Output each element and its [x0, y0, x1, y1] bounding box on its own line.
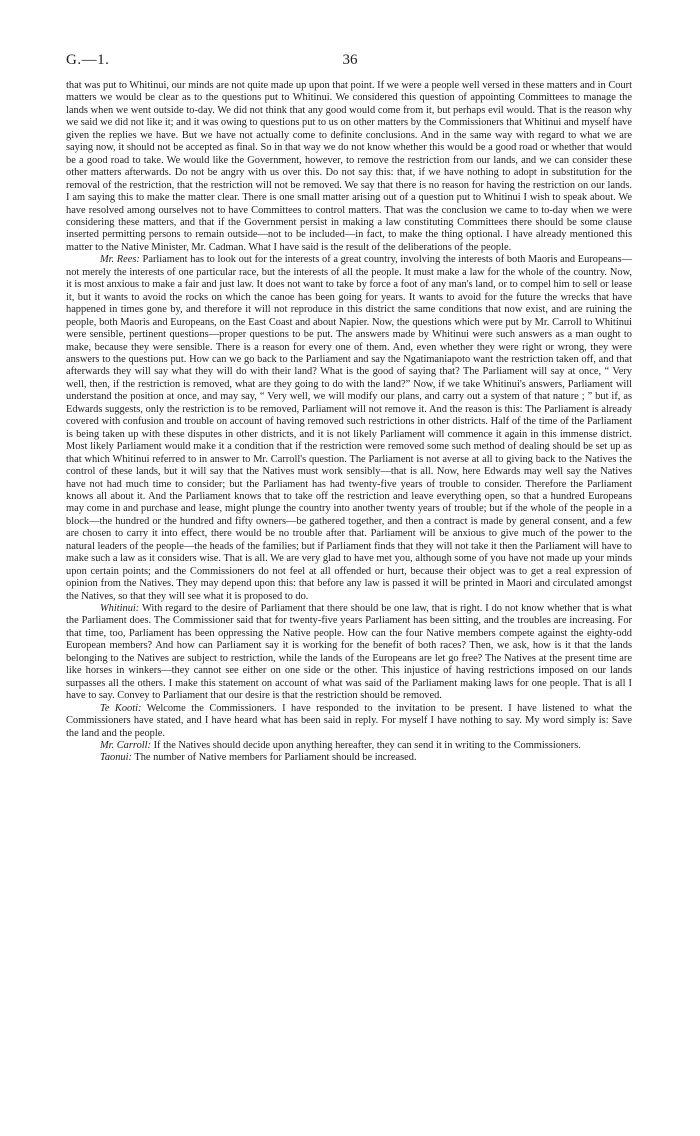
speaker-name: Te Kooti: [100, 702, 142, 714]
paragraph [66, 740, 632, 752]
speaker-name: Taonui: [100, 752, 132, 764]
page-number: 36 [342, 52, 358, 68]
paragraph-text: With regard to the desire of Parliament that there should be one law, that is right. I do not know whether that is what the Parliament does. The Commissioner said that for twenty-five years Parliament has been sitting, and the troubles are increasing. For that time, too, Parliament has been oppressing the Native people. How can the four Native members compete against the eighty-odd European members? And how can Parliament say it is working for the benefit of both races? Then, we ask, how is it that the lands belonging to the Natives are subject to restriction, while the lands of the Europeans are let go free? The Natives at the present time are like horses in winkers—they cannot see either on one side or the other. This injustice of having restrictions imposed on our lands surpasses all the others. I make this statement on account of what was said of the Parliament making laws for one people. That is all I have to say. Convey to Parliament that our desire is that the restriction should be removed. [66, 603, 632, 702]
paragraph [66, 752, 632, 764]
document-reference: G.—1. [66, 52, 110, 68]
paragraph-text: If the Natives should decide upon anything hereafter, they can send it in writing to the Commissioners. [151, 740, 581, 752]
paragraph-text: Welcome the Commissioners. I have responded to the invitation to be present. I have listened to what the Commissioners have stated, and I have heard what has been said in reply. For myself I have nothing to say. My word simply is: Save the land and the people. [66, 702, 632, 739]
body-text [66, 80, 632, 765]
speaker-name: Whitinui: [100, 603, 140, 615]
paragraph [66, 80, 632, 254]
paragraph-text: that was put to Whitinui, our minds are not quite made up upon that point. If we were a people well versed in these matters and in Court matters we would be clear as to the questions put to Whitinui. We considered this question of appointing Committees to manage the lands when we went outside to-day. We did not think that any good would come from it, but perhaps evil would. That is the reason why we said we did not like it; and it was owing to questions put to us on other matters by the Commissioners that Whitinui and myself have given the replies we have. But we have not actually come to definite conclusions. And in the same way with regard to what we are saying now, it should not be accepted as final. So in that way we do not know whether this would be a good road or whether that would be a good road to take. We would like the Government, however, to remove the restriction from our lands, and we can consider these other matters afterwards. Do not be angry with us over this. Do not say this: that, if we have nothing to adopt in substitution for the removal of the restriction, that the restriction will not be removed. We say that there is no reason for having the restriction on our lands. I am saying this to make the matter clear. There is one small matter arising out of a question put to Whitinui I wish to speak about. We have resolved among ourselves not to have Committees to control matters. That was the conclusion we came to to-day when we were considering these matters, and that if the Government persist in making a law constituting Committees there should be some clause inserted permitting persons to remain outside—not to be included—in fact, to make the thing optional. I have already mentioned this matter to the Native Minister, Mr. Cadman. What I have said is the result of the deliberations of the people. [66, 80, 632, 253]
paragraph [66, 254, 632, 603]
speaker-name: Mr. Carroll: [100, 740, 151, 752]
speaker-name: Mr. Rees: [100, 254, 140, 266]
paragraph-text: The number of Native members for Parliament should be increased. [131, 752, 417, 764]
paragraph [66, 603, 632, 703]
paragraph-text: Parliament has to look out for the interests of a great country, involving the interests of both Maoris and Europeans—not merely the interests of one particular race, but the interests of all the people. It must make a law for the whole of the country. Now, it is most anxious to make a fair and just law. It does not want to take by force a foot of any man's land, or to compel him to sell or lease it, but it wants to avoid the rocks on which the canoe has been going for years. It wants to avoid for the future the wrecks that have happened in times gone by, and therefore it will not reproduce in this district the same conditions that now exist, and are ruining the people, both Maoris and Europeans, on the East Coast and about Napier. Now, the questions which were put by Mr. Carroll to Whitinui were sensible, pertinent questions—proper questions to be put. The answers made by Whitinui were such answers as a man ought to make, because they were sensible. There is a reason for every one of them. And, even whether they were right or wrong, they were answers to the questions put. How can we go back to the Parliament and say the Ngatimaniapoto want the restriction taken off, and that afterwards they will say what they will do with their land? What is the good of saying that? The Parliament will say at once, “ Very well, then, if the restriction is removed, what are they going to do with the land?” Now, if we take Whitinui's answers, Parliament will understand the position at once, and may say, “ Very well, we will modify our plans, and carry out a system of that nature ; ” but if, as Edwards suggests, only the restriction is to be removed, Parliament will not remove it. And the reason is this: The Parliament is already covered with confusion and trouble on account of having removed such restrictions in other districts. Half of the time of the Parliament is being taken up with these disputes in other districts, and it is not likely Parliament will commence it again in this immense district. Most likely Parliament would make it a condition that if the restriction were removed some such method of dealing should be set up as that which Whitinui referred to in answer to Mr. Carroll's question. The Parliament is not averse at all to giving back to the Natives the control of these lands, but it will say that the Natives must work sensibly—that is all. Now, here Edwards may well say the Natives have not had much time to consider; but the Parliament has had twenty-five years of trouble to consider. Therefore the Parliament knows all about it. And the Parliament knows that to take off the restriction and leave everything open, so that a hundred Europeans may come in and purchase and lease, might plunge the country into another twenty years of trouble; but if the whole of the people in a block—the hundred or the hundred and fifty owners—be gathered together, and then a contract is made by general consent, and a few are chosen to carry it into effect, there would be no trouble after that. Parliament will be anxious to give much of the power to the natural leaders of the people—the heads of the families; but if Parliament finds that they will not take it then the Parliament will have to make such a law as it considers wise. That is all. We are very glad to have met you, although some of you have not made up your minds upon certain points; and the Commissioners do not feel at all offended or hurt, because their object was to get a real expression of opinion from the Natives. They may depend upon this: that before any law is passed it will be printed in Maori and circulated amongst the Natives, so that they will see what it is proposed to do. [66, 254, 632, 602]
paragraph [66, 703, 632, 740]
page-header [66, 52, 634, 72]
